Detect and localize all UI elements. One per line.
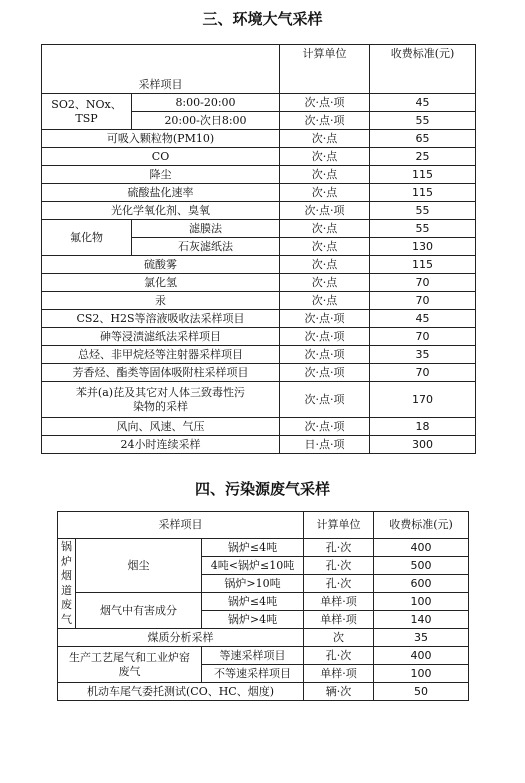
unit-cell: 次·点·项 [280, 94, 370, 112]
table-row [42, 256, 476, 274]
table-row [42, 328, 476, 346]
fee-cell: 55 [370, 202, 476, 220]
fee-cell: 115 [370, 184, 476, 202]
table-row [42, 220, 476, 238]
table-row [58, 647, 469, 665]
sub-item: 20:00-次日8:00 [132, 112, 280, 130]
fee-cell: 55 [370, 220, 476, 238]
unit-cell: 次·点·项 [280, 112, 370, 130]
header-item: 采样项目 [58, 512, 304, 539]
table-row [42, 202, 476, 220]
unit-cell: 次·点 [280, 292, 370, 310]
header-item: 采样项目 [42, 45, 280, 94]
fee-cell: 50 [374, 683, 469, 701]
fluoride-group-label: 氟化物 [42, 220, 132, 256]
fee-cell: 65 [370, 130, 476, 148]
item-cell: 硫酸雾 [42, 256, 280, 274]
fee-cell: 100 [374, 593, 469, 611]
table-row [42, 346, 476, 364]
unit-cell: 次·点·项 [280, 364, 370, 382]
ambient-air-sampling-table [41, 44, 476, 454]
item-cell: CS2、H2S等溶液吸收法采样项目 [42, 310, 280, 328]
unit-cell: 次·点·项 [280, 346, 370, 364]
sub-item: 锅炉≤4吨 [202, 593, 304, 611]
unit-cell: 日·点·项 [280, 436, 370, 454]
table-row [42, 364, 476, 382]
table-row [42, 292, 476, 310]
table-row [58, 593, 469, 611]
dust-group-label: 烟尘 [76, 539, 202, 593]
unit-cell: 次·点·项 [280, 418, 370, 436]
unit-cell: 次·点·项 [280, 310, 370, 328]
table-row [42, 310, 476, 328]
fee-cell: 600 [374, 575, 469, 593]
unit-cell: 次·点 [280, 274, 370, 292]
table-row [42, 436, 476, 454]
table-row [42, 130, 476, 148]
table-header-row [58, 512, 469, 539]
fee-cell: 130 [370, 238, 476, 256]
fee-cell: 25 [370, 148, 476, 166]
unit-cell: 次·点 [280, 166, 370, 184]
table-row [42, 184, 476, 202]
header-unit: 计算单位 [304, 512, 374, 539]
unit-cell: 辆·次 [304, 683, 374, 701]
table-row [58, 539, 469, 557]
table-row [42, 166, 476, 184]
unit-cell: 次 [304, 629, 374, 647]
unit-cell: 次·点 [280, 148, 370, 166]
unit-cell: 次·点 [280, 184, 370, 202]
item-cell: 总烃、非甲烷烃等注射器采样项目 [42, 346, 280, 364]
boiler-group-label: 锅炉烟道废气 [58, 539, 76, 629]
table-row [42, 418, 476, 436]
unit-cell: 单样·项 [304, 611, 374, 629]
item-cell: 光化学氧化剂、臭氧 [42, 202, 280, 220]
fee-cell: 70 [370, 292, 476, 310]
fee-cell: 400 [374, 539, 469, 557]
fee-cell: 70 [370, 364, 476, 382]
table-header-row [42, 45, 476, 94]
fee-cell: 100 [374, 665, 469, 683]
item-cell: 降尘 [42, 166, 280, 184]
fee-cell: 115 [370, 256, 476, 274]
unit-cell: 次·点 [280, 130, 370, 148]
sub-item: 等速采样项目 [202, 647, 304, 665]
item-cell: 机动车尾气委托测试(CO、HC、烟度) [58, 683, 304, 701]
section-3-title: 三、环境大气采样 [202, 10, 323, 28]
unit-cell: 孔·次 [304, 575, 374, 593]
fee-cell: 70 [370, 328, 476, 346]
sub-item: 滤膜法 [132, 220, 280, 238]
section-4-title: 四、污染源废气采样 [194, 480, 330, 498]
sub-item: 石灰滤纸法 [132, 238, 280, 256]
fee-cell: 170 [370, 382, 476, 418]
header-fee: 收费标准(元) [370, 45, 476, 94]
unit-cell: 次·点·项 [280, 328, 370, 346]
item-cell: CO [42, 148, 280, 166]
item-cell: 风向、风速、气压 [42, 418, 280, 436]
so2-group-label: SO2、NOx、TSP [42, 94, 132, 130]
item-cell: 汞 [42, 292, 280, 310]
unit-cell: 孔·次 [304, 647, 374, 665]
unit-cell: 单样·项 [304, 665, 374, 683]
fee-cell: 45 [370, 94, 476, 112]
item-cell: 硫酸盐化速率 [42, 184, 280, 202]
unit-cell: 单样·项 [304, 593, 374, 611]
fee-cell: 55 [370, 112, 476, 130]
fee-cell: 35 [374, 629, 469, 647]
unit-cell: 次·点 [280, 220, 370, 238]
unit-cell: 孔·次 [304, 557, 374, 575]
item-cell: 24小时连续采样 [42, 436, 280, 454]
table-row [58, 683, 469, 701]
table-row [42, 382, 476, 418]
table-row [42, 274, 476, 292]
header-fee: 收费标准(元) [374, 512, 469, 539]
sub-item: 锅炉>10吨 [202, 575, 304, 593]
fee-cell: 70 [370, 274, 476, 292]
unit-cell: 次·点·项 [280, 202, 370, 220]
item-cell: 可吸入颗粒物(PM10) [42, 130, 280, 148]
sub-item: 8:00-20:00 [132, 94, 280, 112]
item-cell: 苯并(a)芘及其它对人体三致毒性污染物的采样 [42, 382, 280, 418]
table-row [42, 148, 476, 166]
unit-cell: 次·点 [280, 256, 370, 274]
gas-group-label: 烟气中有害成分 [76, 593, 202, 629]
item-cell: 煤质分析采样 [58, 629, 304, 647]
fee-cell: 45 [370, 310, 476, 328]
fee-cell: 140 [374, 611, 469, 629]
item-cell: 芳香烃、酯类等固体吸附柱采样项目 [42, 364, 280, 382]
process-group-label: 生产工艺尾气和工业炉窑废气 [58, 647, 202, 683]
item-cell: 氯化氢 [42, 274, 280, 292]
fee-cell: 400 [374, 647, 469, 665]
unit-cell: 次·点·项 [280, 382, 370, 418]
header-unit: 计算单位 [280, 45, 370, 94]
fee-cell: 115 [370, 166, 476, 184]
table-row [42, 94, 476, 112]
table-row [58, 629, 469, 647]
fee-cell: 18 [370, 418, 476, 436]
fee-cell: 500 [374, 557, 469, 575]
fee-cell: 35 [370, 346, 476, 364]
sub-item: 4吨<锅炉≤10吨 [202, 557, 304, 575]
fee-cell: 300 [370, 436, 476, 454]
sub-item: 锅炉>4吨 [202, 611, 304, 629]
source-exhaust-sampling-table [57, 511, 469, 701]
sub-item: 锅炉≤4吨 [202, 539, 304, 557]
unit-cell: 孔·次 [304, 539, 374, 557]
sub-item: 不等速采样项目 [202, 665, 304, 683]
unit-cell: 次·点 [280, 238, 370, 256]
item-cell: 砷等浸渍滤纸法采样项目 [42, 328, 280, 346]
